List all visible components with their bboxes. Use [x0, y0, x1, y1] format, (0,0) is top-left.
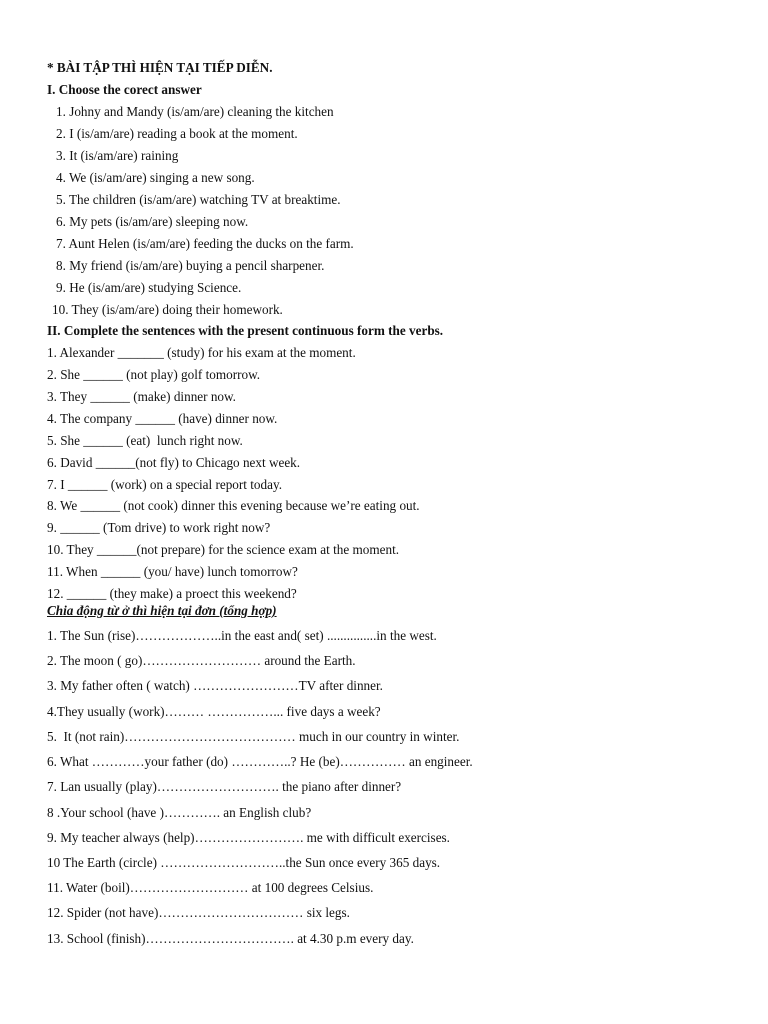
section-3-item: 2. The moon ( go)……………………… around the Earth. [47, 653, 356, 668]
section-2-item: 2. She ______ (not play) golf tomorrow. [47, 367, 261, 382]
section-1-item: 10. They (is/am/are) doing their homework. [52, 302, 283, 317]
section-3-item: 1. The Sun (rise)………………..in the east and( set) ...............in the west. [47, 628, 437, 643]
section-1-item: 5. The children (is/am/are) watching TV at breaktime. [56, 192, 341, 207]
section-1-item: 9. He (is/am/are) studying Science. [56, 280, 242, 295]
section-1-heading: I. Choose the corect answer [47, 82, 202, 97]
section-2-item: 11. When ______ (you/ have) lunch tomorrow? [47, 564, 298, 579]
section-2-item: 8. We ______ (not cook) dinner this evening because we’re eating out. [47, 498, 420, 513]
section-3-item: 4.They usually (work)……… ……………... five days a week? [47, 704, 381, 719]
section-3-item: 5. It (not rain)………………………………… much in our country in winter. [47, 729, 460, 744]
section-3-item: 10 The Earth (circle) ………………………..the Sun once every 365 days. [47, 855, 441, 870]
section-2-item: 12. ______ (they make) a proect this weekend? [47, 586, 297, 601]
section-2-item: 5. She ______ (eat) lunch right now. [47, 433, 243, 448]
section-1-item: 2. I (is/am/are) reading a book at the moment. [56, 126, 298, 141]
section-2-item: 9. ______ (Tom drive) to work right now? [47, 520, 271, 535]
section-3-item: 6. What …………your father (do) …………..? He (be)…………… an engineer. [47, 754, 473, 769]
section-2-heading: II. Complete the sentences with the present continuous form the verbs. [47, 323, 444, 338]
worksheet-title: * BÀI TẬP THÌ HIỆN TẠI TIẾP DIỄN. [47, 60, 273, 75]
section-1-item: 8. My friend (is/am/are) buying a pencil sharpener. [56, 258, 325, 273]
section-2-item: 6. David ______(not fly) to Chicago next week. [47, 455, 301, 470]
section-3-heading: Chia động từ ở thì hiện tại đơn (tổng hợp) [47, 603, 277, 618]
section-3-item: 12. Spider (not have)…………………………… six legs. [47, 905, 350, 920]
section-3-item: 13. School (finish)……………………………. at 4.30 p.m every day. [47, 931, 414, 946]
section-3-item: 8 .Your school (have )…………. an English club? [47, 805, 312, 820]
section-1-item: 7. Aunt Helen (is/am/are) feeding the ducks on the farm. [56, 236, 354, 251]
section-1-item: 6. My pets (is/am/are) sleeping now. [56, 214, 249, 229]
section-1-item: 4. We (is/am/are) singing a new song. [56, 170, 255, 185]
section-3-item: 9. My teacher always (help)……………………. me with difficult exercises. [47, 830, 450, 845]
section-2-item: 1. Alexander _______ (study) for his exam at the moment. [47, 345, 356, 360]
section-2-item: 3. They ______ (make) dinner now. [47, 389, 236, 404]
section-2-item: 10. They ______(not prepare) for the science exam at the moment. [47, 542, 400, 557]
section-3-item: 3. My father often ( watch) ……………………TV after dinner. [47, 678, 383, 693]
section-1-item: 3. It (is/am/are) raining [56, 148, 179, 163]
section-3-item: 11. Water (boil)……………………… at 100 degrees Celsius. [47, 880, 374, 895]
section-3-item: 7. Lan usually (play)………………………. the piano after dinner? [47, 779, 402, 794]
section-2-item: 7. I ______ (work) on a special report today. [47, 477, 282, 492]
section-1-item: 1. Johny and Mandy (is/am/are) cleaning the kitchen [56, 104, 334, 119]
section-2-item: 4. The company ______ (have) dinner now. [47, 411, 278, 426]
